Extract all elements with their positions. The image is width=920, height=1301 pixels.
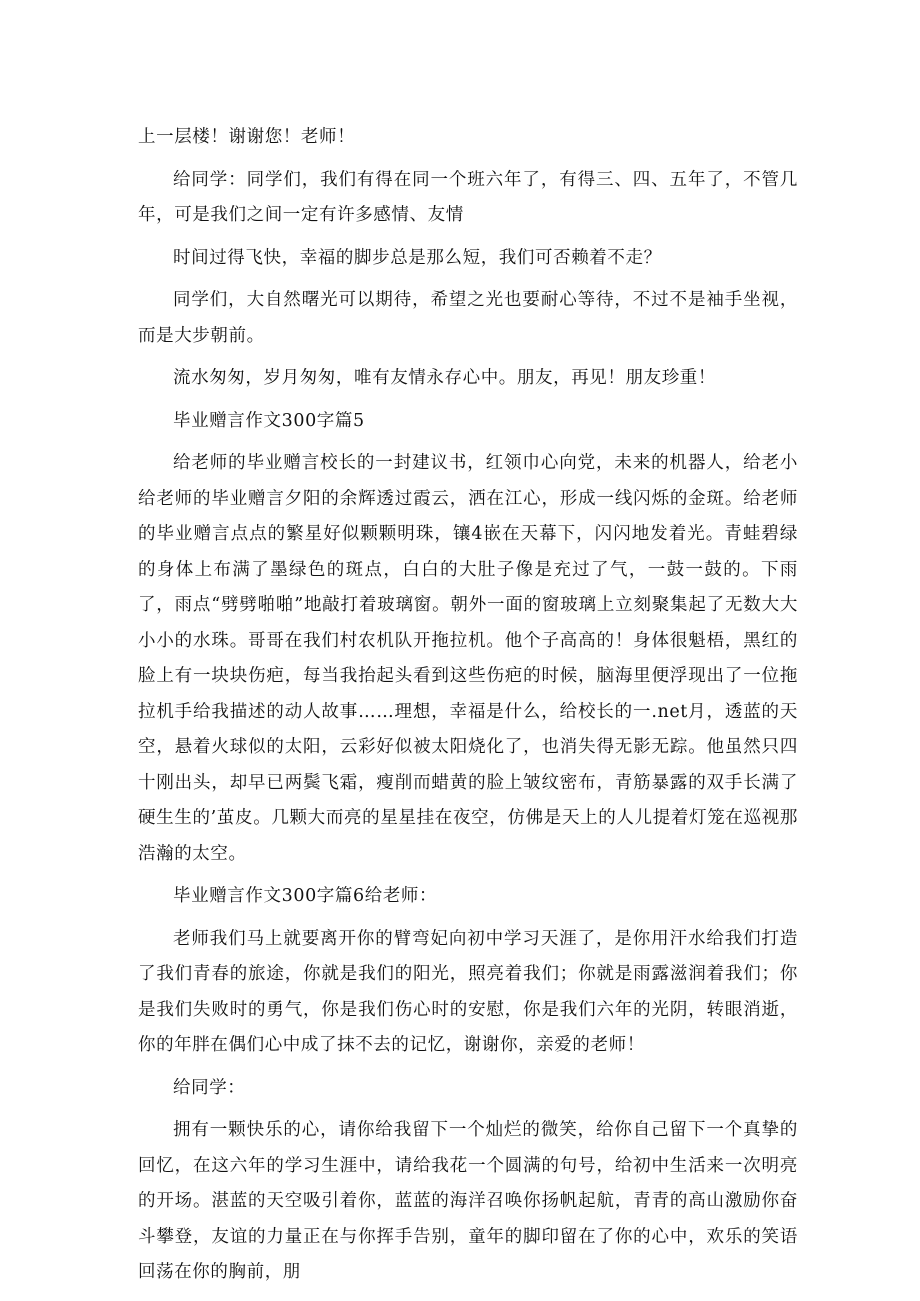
section-heading: 毕业赠言作文300字篇5 xyxy=(173,410,365,431)
paragraph: 拥有一颗快乐的心，请你给我留下一个灿烂的微笑，给你自己留下一个真挚的回忆，在这六年的学习生涯中，请给我花一个圆满的句号，给初中生活来一次明亮的开场。湛蓝的天空吸引着你，蓝蓝的海洋召唤你扬帆起航，青青的高山激励你奋斗攀登，友谊的力量正在与你挥手告别，童年的脚印留在了你的心中，欢乐的笑语回荡在你的胸前，朋 xyxy=(138,1120,798,1282)
paragraph: 流水匆匆，岁月匆匆，唯有友情永存心中。朋友，再见！朋友珍重！ xyxy=(173,368,716,388)
paragraph: 时间过得飞快，幸福的脚步总是那么短，我们可否赖着不走？ xyxy=(173,247,662,268)
section-heading: 毕业赠言作文300字篇6给老师： xyxy=(173,886,438,906)
paragraph: 给同学：同学们，我们有得在同一个班六年了，有得三、四、五年了，不管几年，可是我们之间一定有许多感情、友情 xyxy=(138,169,798,225)
paragraph: 给同学： xyxy=(173,1077,246,1098)
document-page xyxy=(138,120,798,1298)
paragraph: 老师我们马上就要离开你的臂弯妃向初中学习天涯了，是你用汗水给我们打造了我们青春的旅途，你就是我们的阳光，照亮着我们；你就是雨露滋润着我们；你是我们失败时的勇气，你是我们伤心时的安慰，你是我们六年的光阴，转眼消逝，你的年胖在偶们心中成了抹不去的记忆，谢谢你，亲爱的老师！ xyxy=(138,928,798,1055)
paragraph: 上一层楼！谢谢您！老师！ xyxy=(138,127,356,147)
paragraph: 同学们，大自然曙光可以期待，希望之光也要耐心等待，不过不是袖手坐视，而是大步朝前。 xyxy=(138,290,798,346)
paragraph: 给老师的毕业赠言校长的一封建议书，红领巾心向党，未来的机器人，给老小给老师的毕业赠言夕阳的余辉透过霞云，洒在江心，形成一线闪烁的金斑。给老师的毕业赠言点点的繁星好似颗颗明珠，镶4嵌在天幕下，闪闪地发着光。青蛙碧绿的身体上布满了墨绿色的斑点，白白的大肚子像是充过了气，一鼓一鼓的。下雨了，雨点“劈劈啪啪”地敲打着玻璃窗。朝外一面的窗玻璃上立刻聚集起了无数大大小小的水珠。哥哥在我们村农机队开拖拉机。他个子高高的！身体很魁梧，黑红的脸上有一块块伤疤，每当我抬起头看到这些伤疤的时候，脑海里便浮现出了一位拖拉机手给我描述的动人故事……理想，幸福是什么，给校长的一.net月，透蓝的天空，悬着火球似的太阳，云彩好似被太阳烧化了，也消失得无影无踪。他虽然只四十刚出头，却早已两鬓飞霜，瘦削而蜡黄的脸上皱纹密布，青筋暴露的双手长满了硬生生的’茧皮。几颗大而亮的星星挂在夜空，仿佛是天上的人儿提着灯笼在巡视那浩瀚的太空。 xyxy=(138,453,798,864)
